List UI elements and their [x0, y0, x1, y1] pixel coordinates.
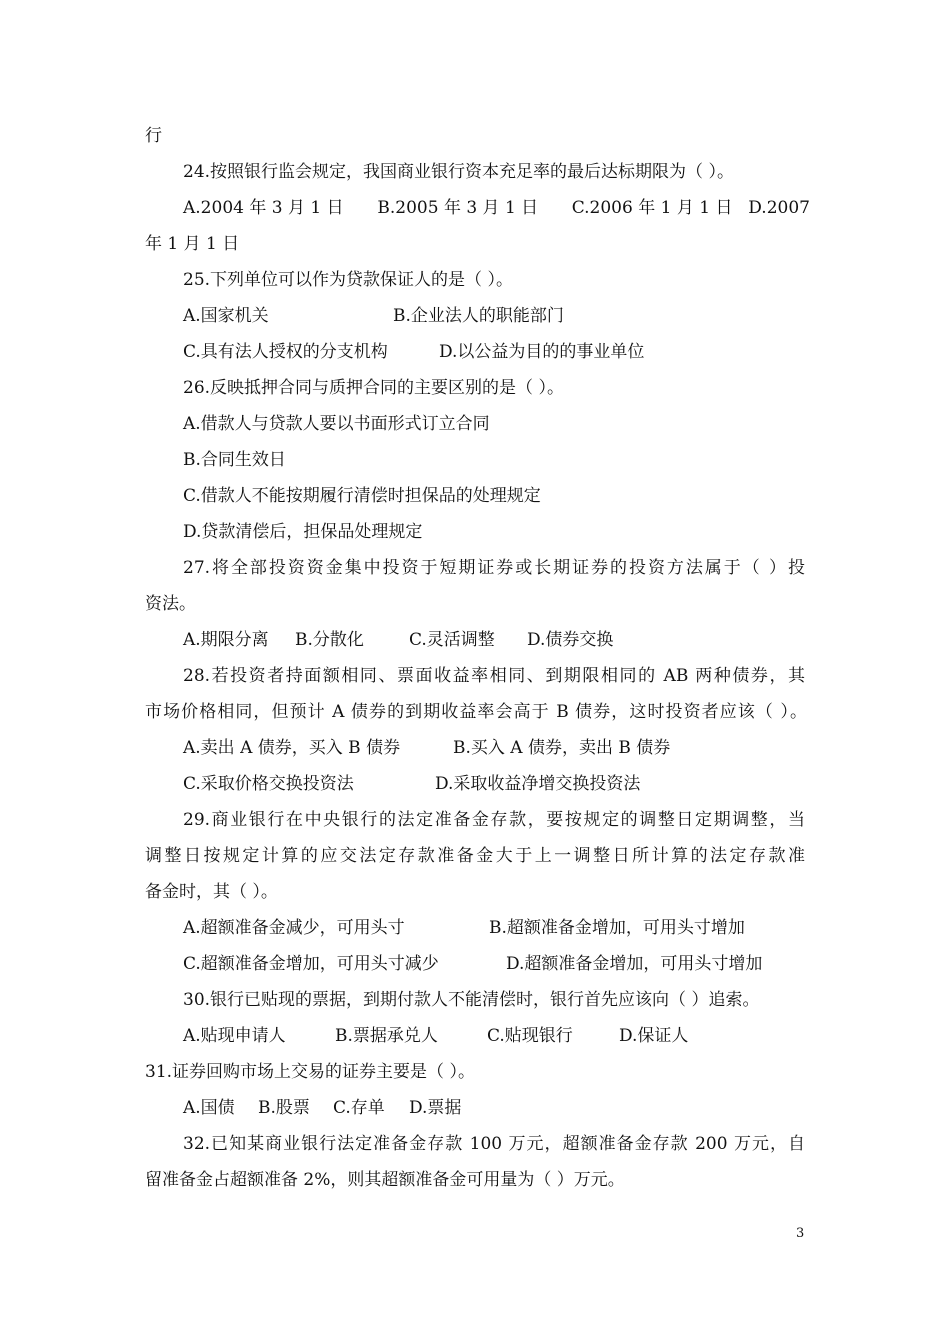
- question-24: 24.按照银行监会规定，我国商业银行资本充足率的最后达标期限为（ ）。: [183, 162, 734, 182]
- question-31: 31.证券回购市场上交易的证券主要是（ ）。: [145, 1062, 475, 1082]
- question-27-options: [183, 622, 848, 658]
- text-line: 行: [145, 126, 162, 146]
- question-32: 32.已知某商业银行法定准备金存款 100 万元，超额准备金存款 200 万元，自: [183, 1134, 805, 1154]
- option-c: C.存单: [333, 1098, 385, 1118]
- option-a: A.国家机关: [183, 306, 269, 326]
- question-29: 29.商业银行在中央银行的法定准备金存款，要按规定的调整日定期调整，当: [183, 810, 805, 830]
- option-d: D.超额准备金增加，可用头寸增加: [506, 954, 763, 974]
- option-b: B.买入 A 债券，卖出 B 债券: [453, 738, 671, 758]
- option-a: A.期限分离: [183, 630, 269, 650]
- option-d: D.票据: [409, 1098, 462, 1118]
- option-b: B.企业法人的职能部门: [393, 306, 564, 326]
- option-c: C.采取价格交换投资法: [183, 774, 354, 794]
- question-29-options: [183, 946, 848, 982]
- option-a: A.借款人与贷款人要以书面形式订立合同: [183, 414, 490, 434]
- option-d: D.以公益为目的的事业单位: [439, 342, 645, 362]
- option-b: B.票据承兑人: [335, 1026, 438, 1046]
- option-b: B.合同生效日: [183, 450, 286, 470]
- option-c: C.2006 年 1 月 1 日: [571, 198, 733, 218]
- page-number: 3: [796, 1226, 805, 1241]
- option-d: D.保证人: [619, 1026, 689, 1046]
- question-25: 25.下列单位可以作为贷款保证人的是（ ）。: [183, 270, 513, 290]
- question-25-options: [183, 334, 848, 370]
- question-26: 26.反映抵押合同与质押合同的主要区别的是（ ）。: [183, 378, 564, 398]
- option-c: C.贴现银行: [487, 1026, 573, 1046]
- question-28-options: [183, 730, 848, 766]
- option-c: C.超额准备金增加，可用头寸减少: [183, 954, 439, 974]
- option-d: D.采取收益净增交换投资法: [435, 774, 641, 794]
- option-a: A.卖出 A 债券，买入 B 债券: [183, 738, 401, 758]
- text-line: 年 1 月 1 日: [145, 234, 240, 254]
- question-31-options: [183, 1090, 848, 1126]
- option-c: C.借款人不能按期履行清偿时担保品的处理规定: [183, 486, 541, 506]
- option-a: A.超额准备金减少，可用头寸: [183, 918, 405, 938]
- question-25-options: [183, 298, 848, 334]
- option-b: B.分散化: [295, 630, 364, 650]
- text-line: 备金时，其（ ）。: [145, 882, 278, 902]
- option-a: A.2004 年 3 月 1 日: [183, 198, 344, 218]
- text-line: 调整日按规定计算的应交法定存款准备金大于上一调整日所计算的法定存款准: [145, 846, 805, 866]
- option-b: B.股票: [258, 1098, 310, 1118]
- option-b: B.2005 年 3 月 1 日: [377, 198, 539, 218]
- question-30-options: [183, 1018, 848, 1054]
- question-30: 30.银行已贴现的票据，到期付款人不能清偿时，银行首先应该向（ ）追索。: [183, 990, 760, 1010]
- question-27: 27.将全部投资资金集中投资于短期证券或长期证券的投资方法属于（ ）投: [183, 558, 805, 578]
- option-d: D.贷款清偿后，担保品处理规定: [183, 522, 423, 542]
- option-a: A.国债: [183, 1098, 235, 1118]
- text-line: 留准备金占超额准备 2%，则其超额准备金可用量为（ ）万元。: [145, 1170, 625, 1190]
- text-line: 资法。: [145, 594, 196, 614]
- option-c: C.灵活调整: [409, 630, 495, 650]
- question-29-options: [183, 910, 848, 946]
- text-line: 市场价格相同，但预计 A 债券的到期收益率会高于 B 债券，这时投资者应该（ ）。: [145, 702, 807, 722]
- question-28-options: [183, 766, 848, 802]
- option-d: D.2007: [748, 198, 810, 218]
- option-b: B.超额准备金增加，可用头寸增加: [489, 918, 745, 938]
- option-a: A.贴现申请人: [183, 1026, 286, 1046]
- question-28: 28.若投资者持面额相同、票面收益率相同、到期限相同的 AB 两种债券，其: [183, 666, 805, 686]
- option-d: D.债券交换: [527, 630, 614, 650]
- question-24-options: [183, 190, 810, 226]
- option-c: C.具有法人授权的分支机构: [183, 342, 388, 362]
